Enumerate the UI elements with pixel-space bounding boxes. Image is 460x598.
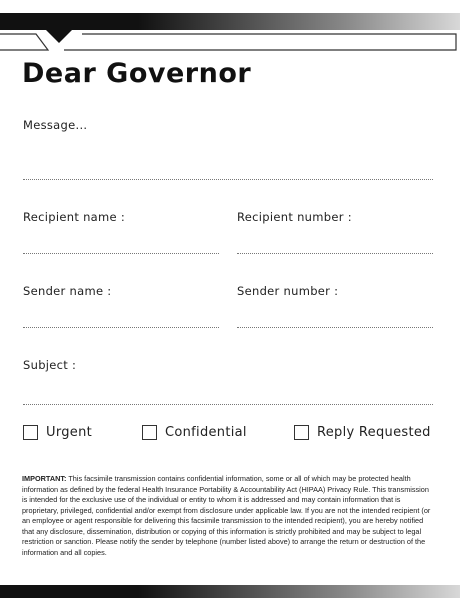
recipient-name-label: Recipient name : [23,210,126,224]
urgent-checkbox-box[interactable] [23,425,38,440]
recipient-name-field[interactable] [23,253,219,254]
message-field[interactable] [23,179,433,180]
header-frame-right [64,34,456,50]
urgent-checkbox[interactable] [23,425,92,440]
sender-name-field[interactable] [23,327,219,328]
sender-number-field[interactable] [237,327,433,328]
confidential-checkbox[interactable] [142,425,247,440]
top-decorative-bar [0,13,460,30]
confidential-checkbox-label: Confidential [165,425,247,440]
notice-heading: IMPORTANT: [22,474,67,483]
sender-name-label: Sender name : [23,284,112,298]
urgent-checkbox-label: Urgent [46,425,93,440]
reply-requested-checkbox-box[interactable] [294,425,309,440]
reply-requested-checkbox-label: Reply Requested [317,425,431,440]
header-frame-left [0,34,48,50]
subject-field[interactable] [23,404,433,405]
sender-number-label: Sender number : [237,284,339,298]
header-notch-icon [46,30,72,43]
confidential-checkbox-box[interactable] [142,425,157,440]
page-title: Dear Governor [22,58,252,89]
bottom-decorative-bar [0,585,460,598]
header-frame [0,30,460,56]
subject-label: Subject : [23,358,77,372]
notice-body: This facsimile transmission contains confidential information, some or all of which may be protected health information as defined by the federal Health Insurance Portability & Accountability Act (HIPAA) Privacy Rule. This transmission is intended for the exclusive use of the individual or entity to whom it is addressed and may contain information that is proprietary, privileged, confidential and/or exempt from disclosure under applicable law. If you are not the intended recipient (or an employee or agent responsible for delivering this facsimile transmission to the intended recipient), you are hereby notified that any disclosure, dissemination, distribution or copying of this information is strictly prohibited and may be subject to legal restriction or sanction. Please notify the sender by telephone (number listed above) to arrange the return or destruction of the information and all copies. [22,474,431,557]
confidentiality-notice [22,474,434,558]
reply-requested-checkbox[interactable] [294,425,431,440]
message-label: Message... [23,118,88,132]
recipient-number-field[interactable] [237,253,433,254]
recipient-number-label: Recipient number : [237,210,352,224]
